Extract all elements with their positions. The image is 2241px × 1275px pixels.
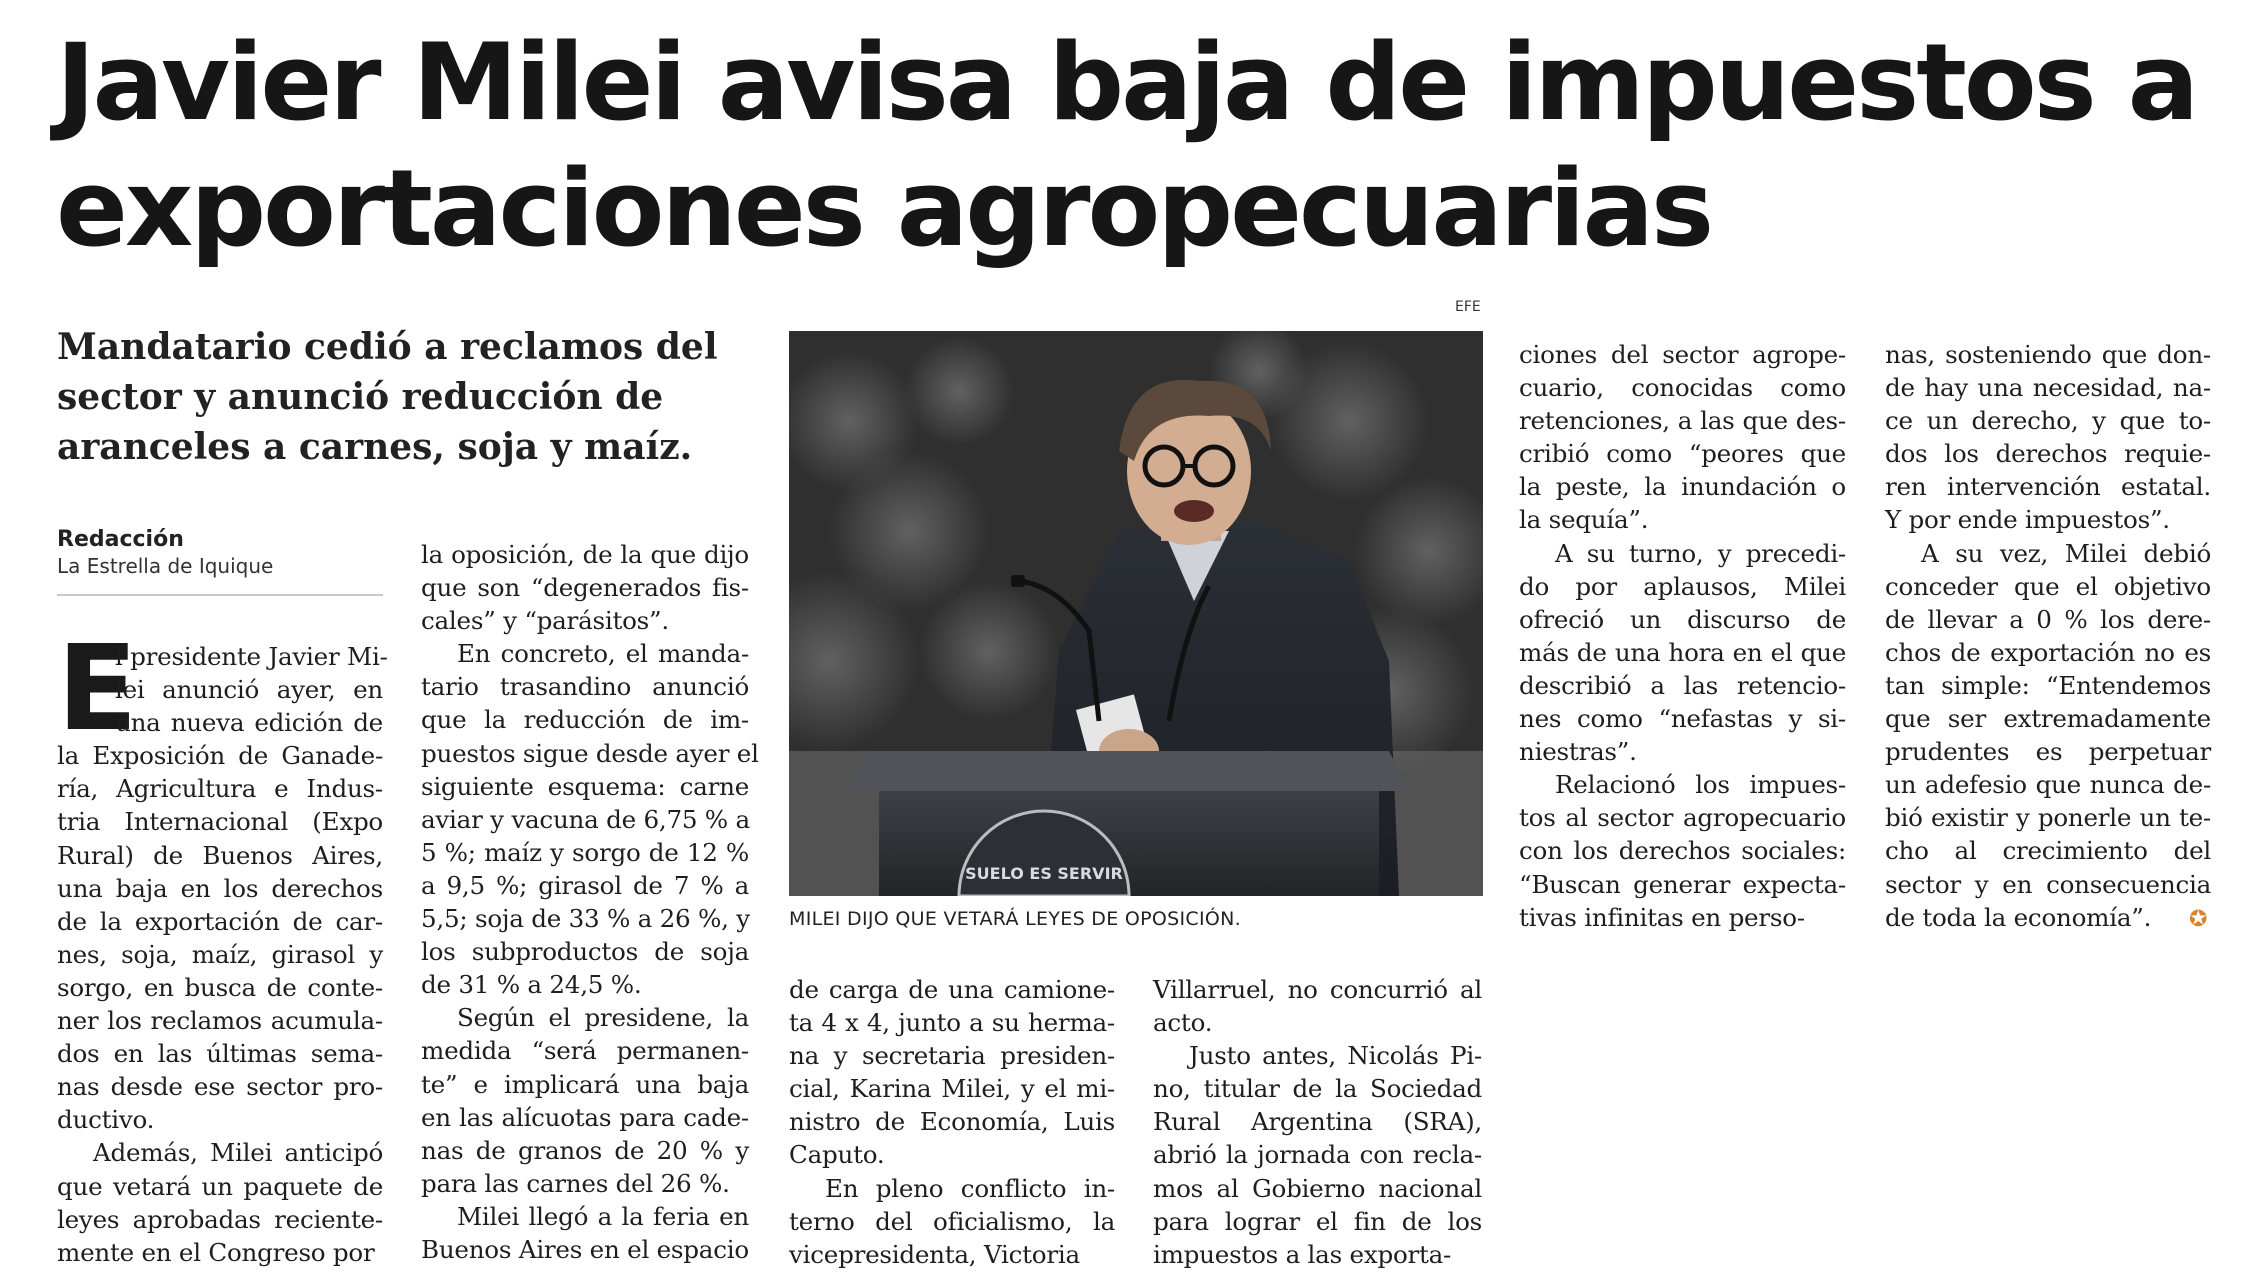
text-line: bió existir y ponerle un te- <box>1885 803 2211 833</box>
podium-seal-text: SUELO ES SERVIR <box>965 864 1123 883</box>
text-line: nas de granos de 20 % y <box>421 1135 749 1165</box>
text-line: más de una hora en el que <box>1519 637 1846 667</box>
text-line: tan simple: “Entendemos <box>1885 670 2211 700</box>
text-line: dos los derechos requie- <box>1885 439 2211 469</box>
text-line: un adefesio que nunca de- <box>1885 770 2211 800</box>
byline-source: La Estrella de Iquique <box>57 554 274 578</box>
text-line: describió a las retencio- <box>1519 670 1846 700</box>
text-line: de toda la economía”. <box>1885 902 2152 932</box>
text-line: tos al sector agropecuario <box>1519 803 1846 833</box>
text-line: mos al Gobierno nacional <box>1153 1173 1482 1203</box>
headline <box>56 20 2236 272</box>
text-line: una baja en los derechos <box>57 873 383 903</box>
text-line: siguiente esquema: carne <box>421 771 749 801</box>
text-line: Milei llegó a la feria en <box>457 1201 749 1231</box>
article-column-3 <box>789 973 1115 1271</box>
text-line: de 31 % a 24,5 %. <box>421 970 642 1000</box>
text-line: abrió la jornada con recla- <box>1153 1140 1482 1170</box>
text-line: la oposición, de la que dijo <box>421 540 749 569</box>
deck-line-1: Mandatario cedió a reclamos del <box>57 326 718 368</box>
text-line: conceder que el objetivo <box>1885 571 2211 601</box>
byline-divider <box>57 594 383 596</box>
text-line: chos de exportación no es <box>1885 637 2211 667</box>
text-line: 5,5; soja de 33 % a 26 %, y <box>421 904 750 934</box>
text-line: Villarruel, no concurrió al <box>1153 975 1482 1004</box>
text-line: nes como “nefastas y si- <box>1519 704 1846 734</box>
drop-cap: E <box>57 619 138 757</box>
text-line: Buenos Aires en el espacio <box>421 1234 749 1264</box>
text-line: con los derechos sociales: <box>1519 836 1846 866</box>
text-line: la Exposición de Ganade- <box>57 741 383 771</box>
text-line: en las alícuotas para cade- <box>421 1102 749 1132</box>
text-line: de hay una necesidad, na- <box>1885 373 2211 403</box>
text-line: cho al crecimiento del <box>1885 836 2211 866</box>
news-photo <box>789 331 1483 896</box>
text-line: A su turno, y precedi- <box>1555 538 1846 568</box>
text-line: ría, Agricultura e Indus- <box>57 774 383 804</box>
text-line: ciones del sector agrope- <box>1519 340 1846 369</box>
deck <box>57 322 757 472</box>
headline-line-1: Javier Milei avisa baja de impuestos a <box>56 21 2197 144</box>
text-line: sector y en consecuencia <box>1885 869 2211 899</box>
text-line: que la reducción de im- <box>421 705 749 735</box>
text-line: ta 4 x 4, junto a su herma- <box>789 1008 1115 1038</box>
text-line: acto. <box>1153 1008 1213 1038</box>
deck-line-3: aranceles a carnes, soja y maíz. <box>57 426 693 468</box>
text-line: te” e implicará una baja <box>421 1069 749 1099</box>
text-line: cuario, conocidas como <box>1519 373 1846 403</box>
article-column-1 <box>57 619 388 1269</box>
photo-credit: EFE <box>1455 299 1481 315</box>
text-line: medida “será permanen- <box>421 1036 749 1066</box>
text-line: retenciones, a las que des- <box>1519 406 1846 436</box>
text-line: tario trasandino anunció <box>421 672 749 702</box>
text-line: una nueva edición de <box>115 708 383 738</box>
text-line: dos en las últimas sema- <box>57 1039 383 1069</box>
text-line: aviar y vacuna de 6,75 % a <box>421 804 750 834</box>
article-column-2 <box>421 538 759 1266</box>
text-line: mente en el Congreso por <box>57 1237 375 1267</box>
text-line: Relacionó los impues- <box>1555 770 1846 800</box>
text-line: Y por ende impuestos”. <box>1885 505 2170 535</box>
text-line: cales” y “parásitos”. <box>421 606 669 636</box>
text-line: sorgo, en busca de conte- <box>57 972 383 1002</box>
text-line: nas desde ese sector pro- <box>57 1072 383 1102</box>
text-line: tria Internacional (Expo <box>57 807 383 837</box>
text-line: ce un derecho, y que to- <box>1885 406 2211 436</box>
text-line: puestos sigue desde ayer el <box>421 738 759 768</box>
text-line: de la exportación de car- <box>57 906 383 936</box>
text-line: cial, Karina Milei, y el mi- <box>789 1074 1115 1104</box>
text-line: los subproductos de soja <box>421 937 749 967</box>
text-line: nistro de Economía, Luis <box>789 1107 1115 1137</box>
text-line: Caputo. <box>789 1140 885 1170</box>
text-line: Además, Milei anticipó <box>93 1138 383 1168</box>
text-line: “Buscan generar expecta- <box>1519 869 1846 899</box>
text-line: impuestos a las exporta- <box>1153 1239 1452 1269</box>
text-line: tivas infinitas en perso- <box>1519 902 1805 932</box>
text-line: nes, soja, maíz, girasol y <box>57 939 383 969</box>
text-line: lei anunció ayer, en <box>115 675 383 705</box>
text-line: para las carnes del 26 %. <box>421 1168 730 1198</box>
text-line: Según el presidene, la <box>457 1003 749 1033</box>
deck-line-2: sector y anunció reducción de <box>57 376 664 418</box>
text-line: nas, sosteniendo que don- <box>1885 340 2211 369</box>
text-line: En concreto, el manda- <box>457 639 749 669</box>
text-line: de carga de una camione- <box>789 975 1115 1004</box>
photo-caption: MILEI DIJO QUE VETARÁ LEYES DE OPOSICIÓN. <box>789 908 1241 930</box>
end-of-article-icon: ✪ <box>2189 907 2208 932</box>
text-line: ren intervención estatal. <box>1885 472 2211 502</box>
photo-illustration <box>789 331 1483 896</box>
text-line: la peste, la inundación o <box>1519 472 1846 502</box>
text-line: cribió como “peores que <box>1519 439 1846 469</box>
text-line: ofreció un discurso de <box>1519 604 1846 634</box>
text-line: a 9,5 %; girasol de 7 % a <box>421 870 749 900</box>
text-line: no, titular de la Sociedad <box>1153 1074 1482 1104</box>
text-line: En pleno conflicto in- <box>825 1173 1115 1203</box>
headline-line-2: exportaciones agropecuarias <box>56 147 1712 270</box>
text-line: Rural) de Buenos Aires, <box>57 840 383 870</box>
text-line: l presidente Javier Mi- <box>115 642 388 671</box>
text-line: que vetará un paquete de <box>57 1171 383 1201</box>
text-line: que son “degenerados fis- <box>421 573 749 603</box>
byline-name: Redacción <box>57 527 184 552</box>
text-line: ner los reclamos acumula- <box>57 1006 383 1036</box>
text-line: niestras”. <box>1519 737 1637 767</box>
text-line: la sequía”. <box>1519 505 1649 535</box>
text-line: ductivo. <box>57 1105 155 1135</box>
article-column-5 <box>1519 338 1846 934</box>
text-line: do por aplausos, Milei <box>1519 571 1846 601</box>
text-line: na y secretaria presiden- <box>789 1041 1115 1071</box>
text-line: de llevar a 0 % los dere- <box>1885 604 2211 634</box>
article-column-4 <box>1153 973 1482 1271</box>
text-line: leyes aprobadas reciente- <box>57 1204 383 1234</box>
text-line: 5 %; maíz y sorgo de 12 % <box>421 837 749 867</box>
article-column-6 <box>1885 338 2211 934</box>
text-line: prudentes es perpetuar <box>1885 737 2211 767</box>
text-line: Rural Argentina (SRA), <box>1153 1107 1482 1137</box>
text-line: A su vez, Milei debió <box>1921 538 2211 568</box>
text-line: que ser extremadamente <box>1885 704 2211 734</box>
text-line: para lograr el fin de los <box>1153 1206 1482 1236</box>
text-line: Justo antes, Nicolás Pi- <box>1189 1041 1482 1071</box>
text-line: vicepresidenta, Victoria <box>789 1239 1080 1269</box>
text-line: terno del oficialismo, la <box>789 1206 1115 1236</box>
